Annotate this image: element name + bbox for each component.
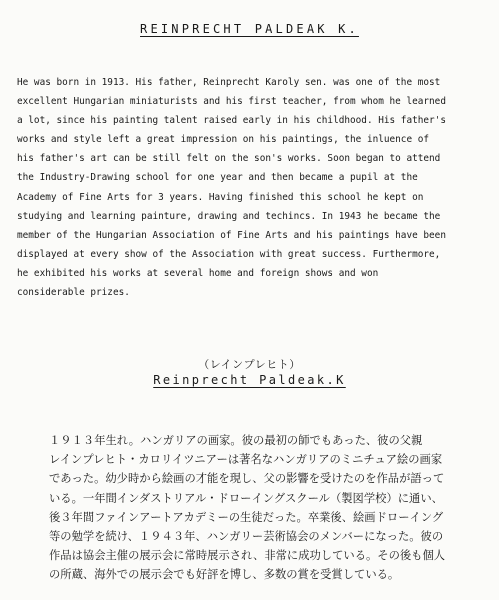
english-heading bbox=[0, 22, 499, 36]
english-bio-line: Academy of Fine Arts for 3 years. Having finished this school he kept on bbox=[17, 191, 424, 203]
japanese-bio-line: 後３年間ファインアートアカデミーの生徒だった。卒業後、絵画ドローイング bbox=[49, 510, 444, 524]
japanese-bio-line: 等の勉学を続け、１９４３年、ハンガリー芸術協会のメンバーになった。彼の bbox=[49, 529, 444, 543]
english-heading-text: REINPRECHT PALDEAK K. bbox=[140, 22, 359, 36]
english-bio-line: he exhibited his works at several home and foreign shows and won bbox=[17, 267, 379, 279]
english-bio-line: the Industry-Drawing school for one year and then became a pupil at the bbox=[17, 172, 418, 184]
english-bio-line: displayed at every show of the Association with great success. Furthermore, bbox=[17, 248, 441, 260]
english-bio-line: studying and learning painture, drawing and techincs. In 1943 he became the bbox=[17, 210, 441, 222]
latin-heading-text: Reinprecht Paldeak.K bbox=[153, 373, 346, 387]
english-biography bbox=[17, 73, 487, 302]
english-bio-line: a lot, since his painting talent raised early in his childhood. His father's bbox=[17, 115, 446, 127]
japanese-bio-line: いる。一年間インダストリアル・ドローイングスクール（製図学校）に通い、 bbox=[49, 491, 443, 505]
japanese-bio-line: 作品は協会主催の展示会に常時展示され、非常に成功している。その後も個人 bbox=[49, 549, 446, 563]
latin-heading bbox=[0, 373, 499, 387]
japanese-bio-line: の所蔵、海外での展示会でも好評を博し、多数の賞を受賞している。 bbox=[49, 568, 400, 582]
japanese-bio-line: １９１３年生れ。ハンガリアの画家。彼の最初の師でもあった、彼の父親 bbox=[49, 434, 423, 447]
english-bio-line: works and style left a great impression on his paintings, the inluence of bbox=[17, 134, 430, 146]
english-bio-line: considerable prizes. bbox=[17, 287, 130, 299]
english-bio-line: member of the Hungarian Association of Fine Arts and his paintings have been bbox=[17, 229, 446, 241]
english-bio-line: excellent Hungarian miniaturists and his first teacher, from whom he learned bbox=[17, 96, 446, 108]
japanese-name-reading: （レインプレヒト） bbox=[198, 358, 301, 371]
japanese-bio-line: であった。幼少時から絵画の才能を現し、父の影響を受けたのを作品が語って bbox=[49, 472, 445, 486]
japanese-biography bbox=[49, 431, 489, 585]
english-bio-line: his father's art can be still felt on the son's works. Soon began to attend bbox=[17, 153, 441, 165]
japanese-bio-line: レインプレヒト・カロリイツニアーは著名なハンガリアのミニチュア絵の画家 bbox=[49, 453, 443, 467]
english-bio-line: He was born in 1913. His father, Reinprecht Karoly sen. was one of the most bbox=[17, 77, 441, 88]
